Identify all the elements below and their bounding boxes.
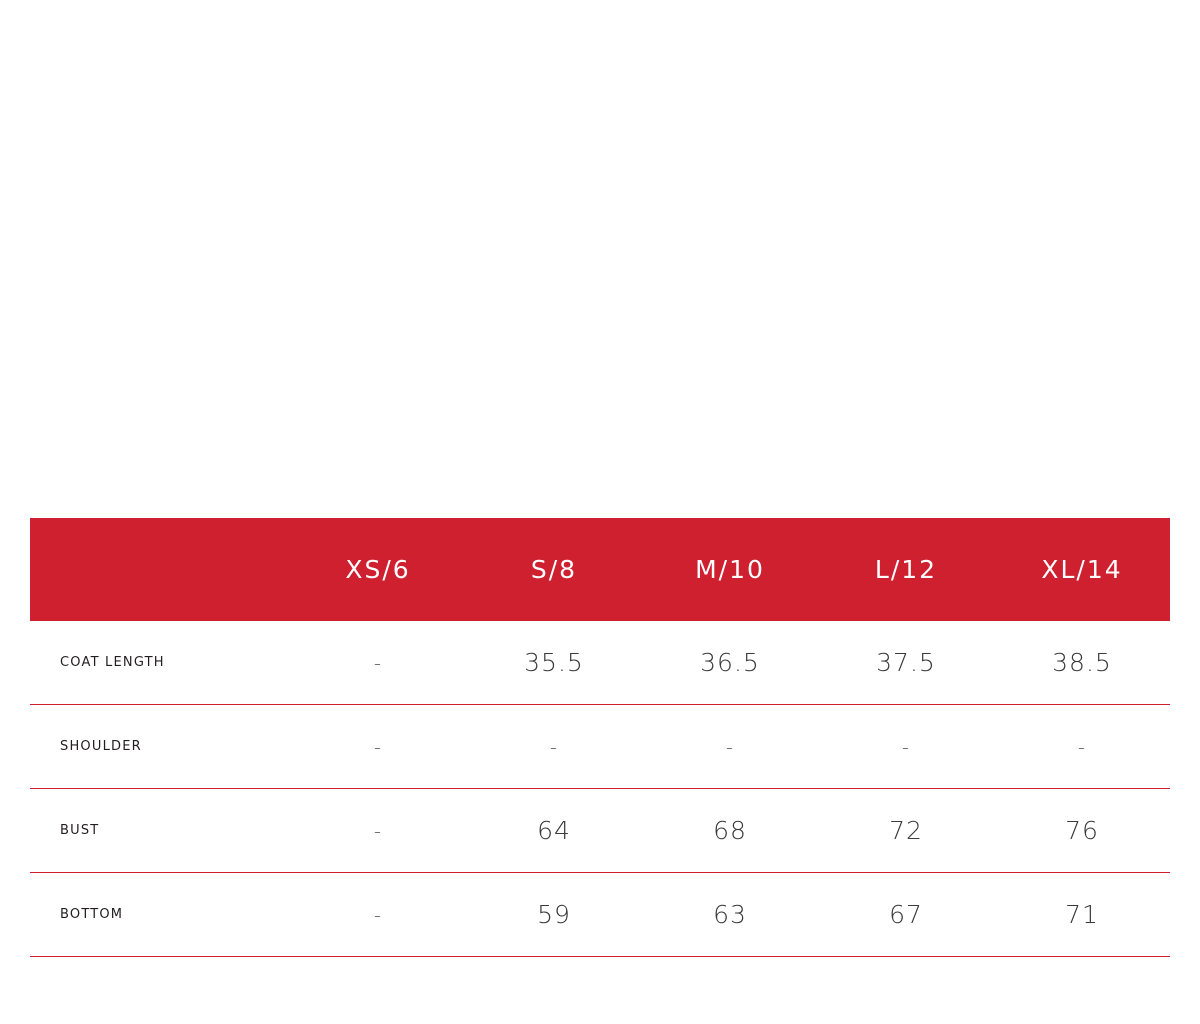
cell-shoulder-l: - — [818, 705, 994, 789]
row-label-coat-length: COAT LENGTH — [30, 621, 290, 705]
cell-coat-length-xs: - — [290, 621, 466, 705]
cell-bust-s: 64 — [466, 789, 642, 873]
cell-shoulder-xl: - — [994, 705, 1170, 789]
cell-bottom-s: 59 — [466, 873, 642, 957]
cell-shoulder-s: - — [466, 705, 642, 789]
cell-bust-m: 68 — [642, 789, 818, 873]
cell-coat-length-xl: 38.5 — [994, 621, 1170, 705]
cell-bust-xs: - — [290, 789, 466, 873]
size-chart-body — [30, 621, 1170, 957]
table-row — [30, 705, 1170, 789]
header-cell-s: S/8 — [466, 518, 642, 621]
cell-coat-length-m: 36.5 — [642, 621, 818, 705]
cell-shoulder-xs: - — [290, 705, 466, 789]
size-chart-header — [30, 518, 1170, 621]
size-chart-table — [30, 518, 1170, 957]
cell-bottom-l: 67 — [818, 873, 994, 957]
row-label-shoulder: SHOULDER — [30, 705, 290, 789]
table-row — [30, 873, 1170, 957]
cell-bottom-m: 63 — [642, 873, 818, 957]
cell-bust-xl: 76 — [994, 789, 1170, 873]
cell-coat-length-l: 37.5 — [818, 621, 994, 705]
size-chart — [30, 518, 1170, 957]
cell-bust-l: 72 — [818, 789, 994, 873]
header-cell-m: M/10 — [642, 518, 818, 621]
table-row — [30, 789, 1170, 873]
cell-bottom-xl: 71 — [994, 873, 1170, 957]
cell-shoulder-m: - — [642, 705, 818, 789]
header-cell-l: L/12 — [818, 518, 994, 621]
row-label-bust: BUST — [30, 789, 290, 873]
header-cell-xl: XL/14 — [994, 518, 1170, 621]
table-header-row — [30, 518, 1170, 621]
header-cell-xs: XS/6 — [290, 518, 466, 621]
row-label-bottom: BOTTOM — [30, 873, 290, 957]
header-cell-corner — [30, 518, 290, 621]
table-row — [30, 621, 1170, 705]
cell-bottom-xs: - — [290, 873, 466, 957]
cell-coat-length-s: 35.5 — [466, 621, 642, 705]
